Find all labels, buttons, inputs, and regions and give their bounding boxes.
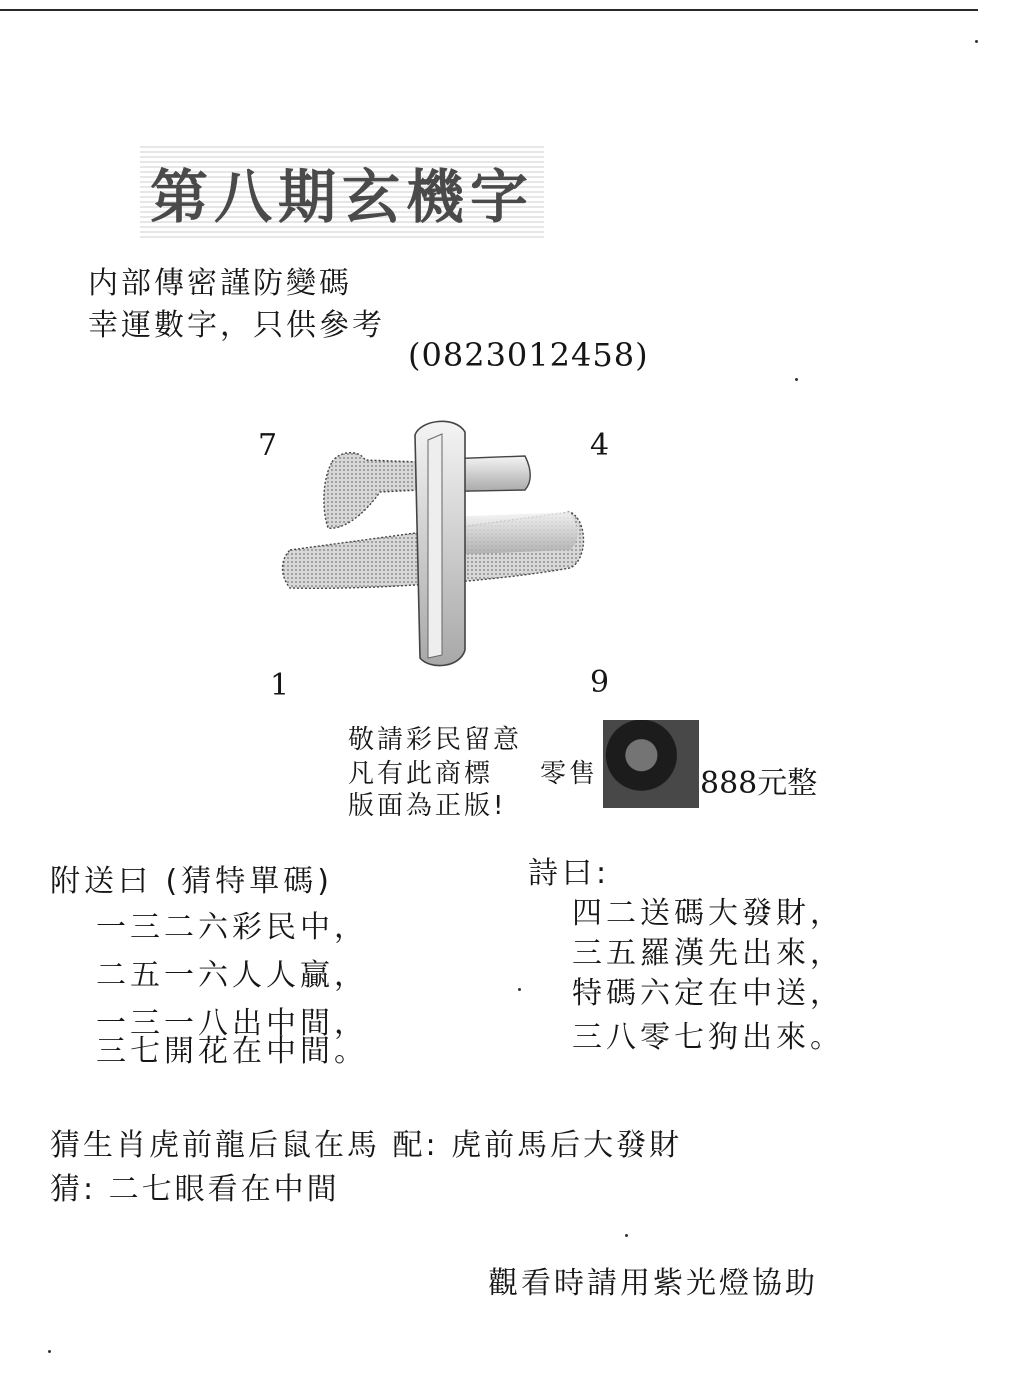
notice-retail-label: 零售 [540,759,599,789]
corner-number-bottom-left: 1 [270,668,290,703]
scan-speck [48,1350,51,1353]
notice-line-3: 版面為正版! [348,791,507,821]
scan-speck [975,40,978,43]
gift-line-3: 一三一八出中間， [96,1006,368,1041]
poem-line-4: 三八零七狗出來。 [572,1020,844,1055]
gift-line-2: 二五一六人人贏， [96,958,368,993]
zodiac-guess-line-2: 猜: 二七眼看在中間 [50,1172,340,1207]
scan-speck [625,1234,628,1237]
corner-number-top-right: 4 [590,428,610,463]
page-title: 第八期玄機字 [140,146,544,238]
notice-line-1: 敬請彩民留意 [348,725,523,755]
poem-line-3: 特碼六定在中送， [572,976,844,1011]
poem-line-2: 三五羅漢先出來， [572,936,844,971]
gift-heading: 附送曰 (猜特單碼) [50,864,333,899]
lucky-number-line: 幸運數字，只供參考 [88,308,385,343]
trademark-stamp [603,720,699,808]
gift-line-1: 一三二六彩民中， [96,910,368,945]
ox-character-graphic [270,400,600,680]
price-label: 888元整 [700,766,818,801]
number-code: (0823012458) [408,336,649,374]
scan-speck [518,988,521,991]
secret-notice-line: 内部傳密謹防變碼 [88,266,352,301]
poem-line-1: 四二送碼大發財， [572,896,844,931]
uv-light-note: 觀看時請用紫光燈協助 [488,1266,818,1301]
corner-number-bottom-right: 9 [590,665,610,700]
gift-line-4: 三七開花在中間。 [96,1034,368,1069]
scan-speck [795,378,798,381]
zodiac-guess-line-1: 猜生肖虎前龍后鼠在馬 配: 虎前馬后大發財 [50,1128,683,1163]
notice-line-2: 凡有此商標 [348,759,494,789]
corner-number-top-left: 7 [258,428,278,463]
poem-heading: 詩曰: [528,856,611,891]
top-rule [0,9,978,11]
